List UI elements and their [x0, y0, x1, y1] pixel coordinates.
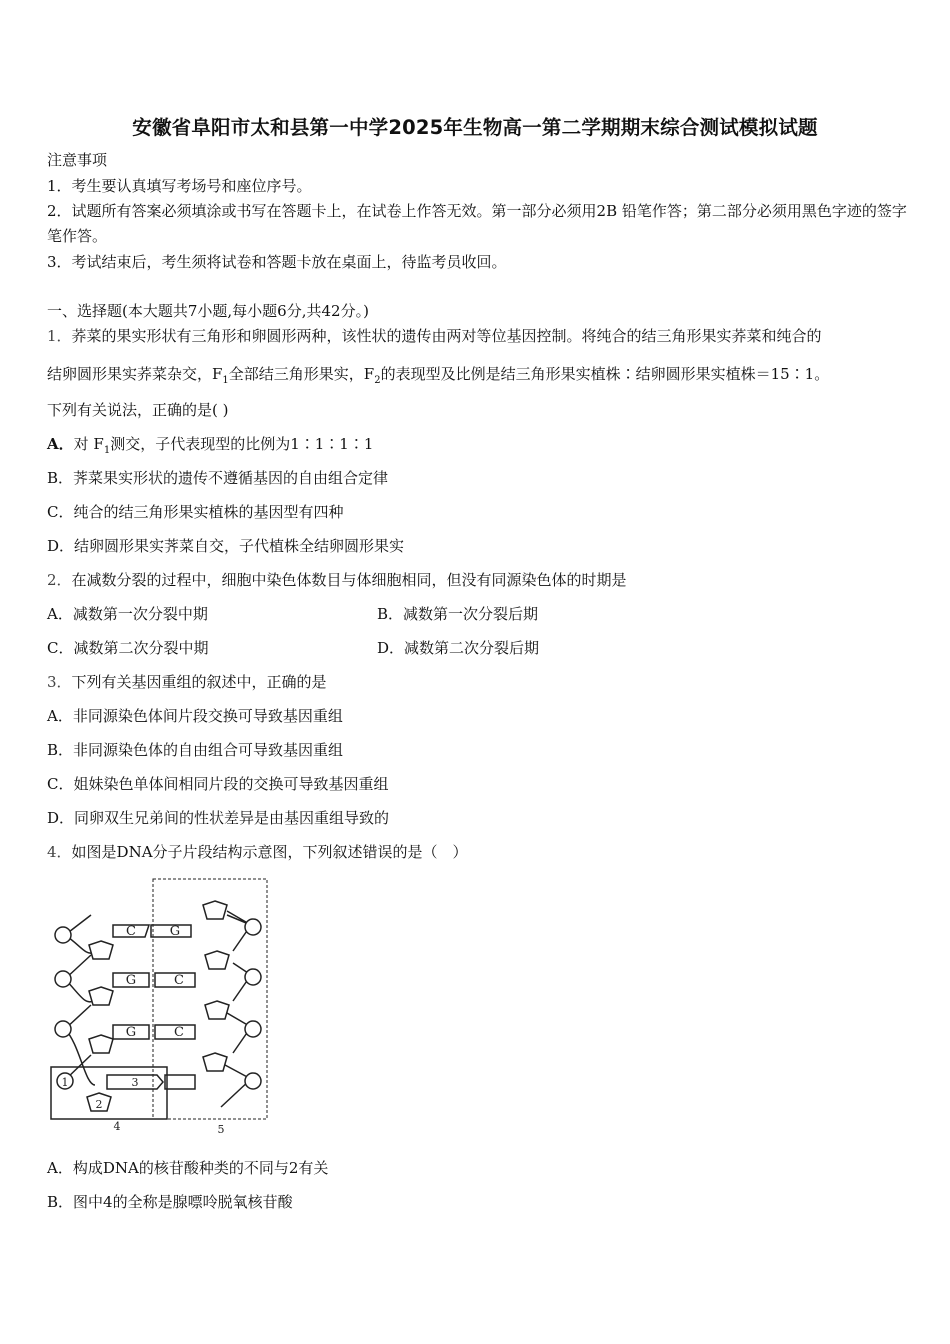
- base-letter-right-3: C: [174, 1025, 184, 1040]
- phosphate-right-2: [245, 969, 261, 985]
- sugar-right-3: [205, 1001, 229, 1019]
- q1-option-a-label: A．: [47, 435, 74, 453]
- base-letter-left-1: C: [126, 924, 136, 939]
- exam-title: 安徽省阜阳市太和县第一中学2025年生物高一第二学期期末综合测试模拟试题: [132, 116, 818, 139]
- base-letter-right-2: C: [174, 973, 184, 988]
- notice-item-1: 1．考生要认真填写考场号和座位序号。: [47, 177, 312, 195]
- q2-option-d[interactable]: D．减数第二次分裂后期: [377, 639, 540, 657]
- notice-heading: 注意事项: [47, 151, 108, 169]
- q4-stem: 如图是DNA分子片段结构示意图，下列叙述错误的是（ ）: [71, 843, 468, 861]
- q1-option-a-text-2: 测交，子代表现型的比例为1∶1∶1∶1: [110, 435, 374, 453]
- q2-stem: 在减数分裂的过程中，细胞中染色体数目与体细胞相同，但没有同源染色体的时期是: [71, 571, 627, 589]
- q1-line-2: [47, 364, 829, 391]
- q1-line-3: 下列有关说法，正确的是( ): [47, 401, 229, 419]
- q2-option-c[interactable]: C．减数第二次分裂中期: [47, 639, 209, 657]
- label-5: 5: [217, 1123, 225, 1136]
- section-heading: 一、选择题(本大题共7小题,每小题6分,共42分。): [47, 302, 369, 320]
- q1-sub-2: 2: [374, 375, 381, 386]
- q1-option-d[interactable]: D．结卵圆形果实荠菜自交，子代植株全结卵圆形果实: [47, 537, 405, 555]
- q1-stem-1: 荞菜的果实形状有三角形和卵圆形两种，该性状的遗传由两对等位基因控制。将纯合的结三角形果实荞菜和纯合的: [71, 327, 822, 345]
- base-right-4: [165, 1075, 195, 1089]
- base-letter-left-2: G: [125, 973, 137, 988]
- q1-option-a-text-1: 对 F: [73, 435, 104, 453]
- phosphate-left-3: [55, 1021, 71, 1037]
- q1-option-a[interactable]: [47, 434, 373, 461]
- q4-number: 4．: [47, 843, 72, 861]
- phosphate-left-2: [55, 971, 71, 987]
- dna-structure-diagram: [45, 875, 277, 1137]
- phosphate-right-1: [245, 919, 261, 935]
- q1-stem-2a: 结卵圆形果实荞菜杂交，F: [47, 365, 223, 383]
- q1-option-c[interactable]: C．纯合的结三角形果实植株的基因型有四种: [47, 503, 344, 521]
- q2-option-b[interactable]: B．减数第一次分裂后期: [377, 605, 539, 623]
- phosphate-right-3: [245, 1021, 261, 1037]
- q3-option-c[interactable]: C．姐妹染色单体间相同片段的交换可导致基因重组: [47, 775, 389, 793]
- q3-stem-line: [47, 672, 327, 692]
- q1-sub-1: 1: [222, 375, 229, 386]
- label-4: 4: [113, 1120, 121, 1133]
- sugar-left-2: [89, 987, 113, 1005]
- q3-option-d[interactable]: D．同卵双生兄弟间的性状差异是由基因重组导致的: [47, 809, 390, 827]
- q3-option-a[interactable]: A．非同源染色体间片段交换可导致基因重组: [47, 707, 343, 725]
- q3-option-b[interactable]: B．非同源染色体的自由组合可导致基因重组: [47, 741, 344, 759]
- q4-stem-line: [47, 842, 468, 862]
- base-letter-left-3: G: [125, 1025, 137, 1040]
- q1-stem-2c: 的表现型及比例是结三角形果实植株∶结卵圆形果实植株＝15∶1。: [380, 365, 830, 383]
- sugar-right-2: [205, 951, 229, 969]
- q1-line-1: [47, 326, 822, 346]
- sugar-right-4: [203, 1053, 227, 1071]
- sugar-left-1: [89, 941, 113, 959]
- notice-item-3: 3．考试结束后，考生须将试卷和答题卡放在桌面上，待监考员收回。: [47, 253, 507, 271]
- q2-stem-line: [47, 570, 627, 590]
- sugar-right-1: [203, 901, 227, 919]
- q1-option-b[interactable]: B．荠菜果实形状的遗传不遵循基因的自由组合定律: [47, 469, 389, 487]
- label-2: 2: [95, 1098, 103, 1111]
- phosphate-left-1: [55, 927, 71, 943]
- q2-option-a[interactable]: A．减数第一次分裂中期: [47, 605, 208, 623]
- q1-stem-2b: 全部结三角形果实，F: [228, 365, 375, 383]
- q1-option-a-sub: 1: [103, 445, 111, 456]
- q4-option-a[interactable]: A．构成DNA的核苷酸种类的不同与2有关: [47, 1159, 329, 1177]
- q1-number: 1．: [47, 327, 72, 345]
- notice-item-2: 2．试题所有答案必须填涂或书写在答题卡上，在试卷上作答无效。第一部分必须用2B 铅笔作答；第二部分必须用黑色字迹的签字笔作答。: [47, 202, 907, 245]
- label-3: 3: [131, 1076, 139, 1089]
- q4-option-b[interactable]: B．图中4的全称是腺嘌呤脱氧核苷酸: [47, 1193, 293, 1211]
- label-1: 1: [61, 1076, 69, 1089]
- q3-stem: 下列有关基因重组的叙述中，正确的是: [71, 673, 327, 691]
- sugar-left-3: [89, 1035, 113, 1053]
- q3-number: 3．: [47, 673, 72, 691]
- phosphate-right-4: [245, 1073, 261, 1089]
- q2-number: 2．: [47, 571, 72, 589]
- base-letter-right-1: G: [169, 924, 181, 939]
